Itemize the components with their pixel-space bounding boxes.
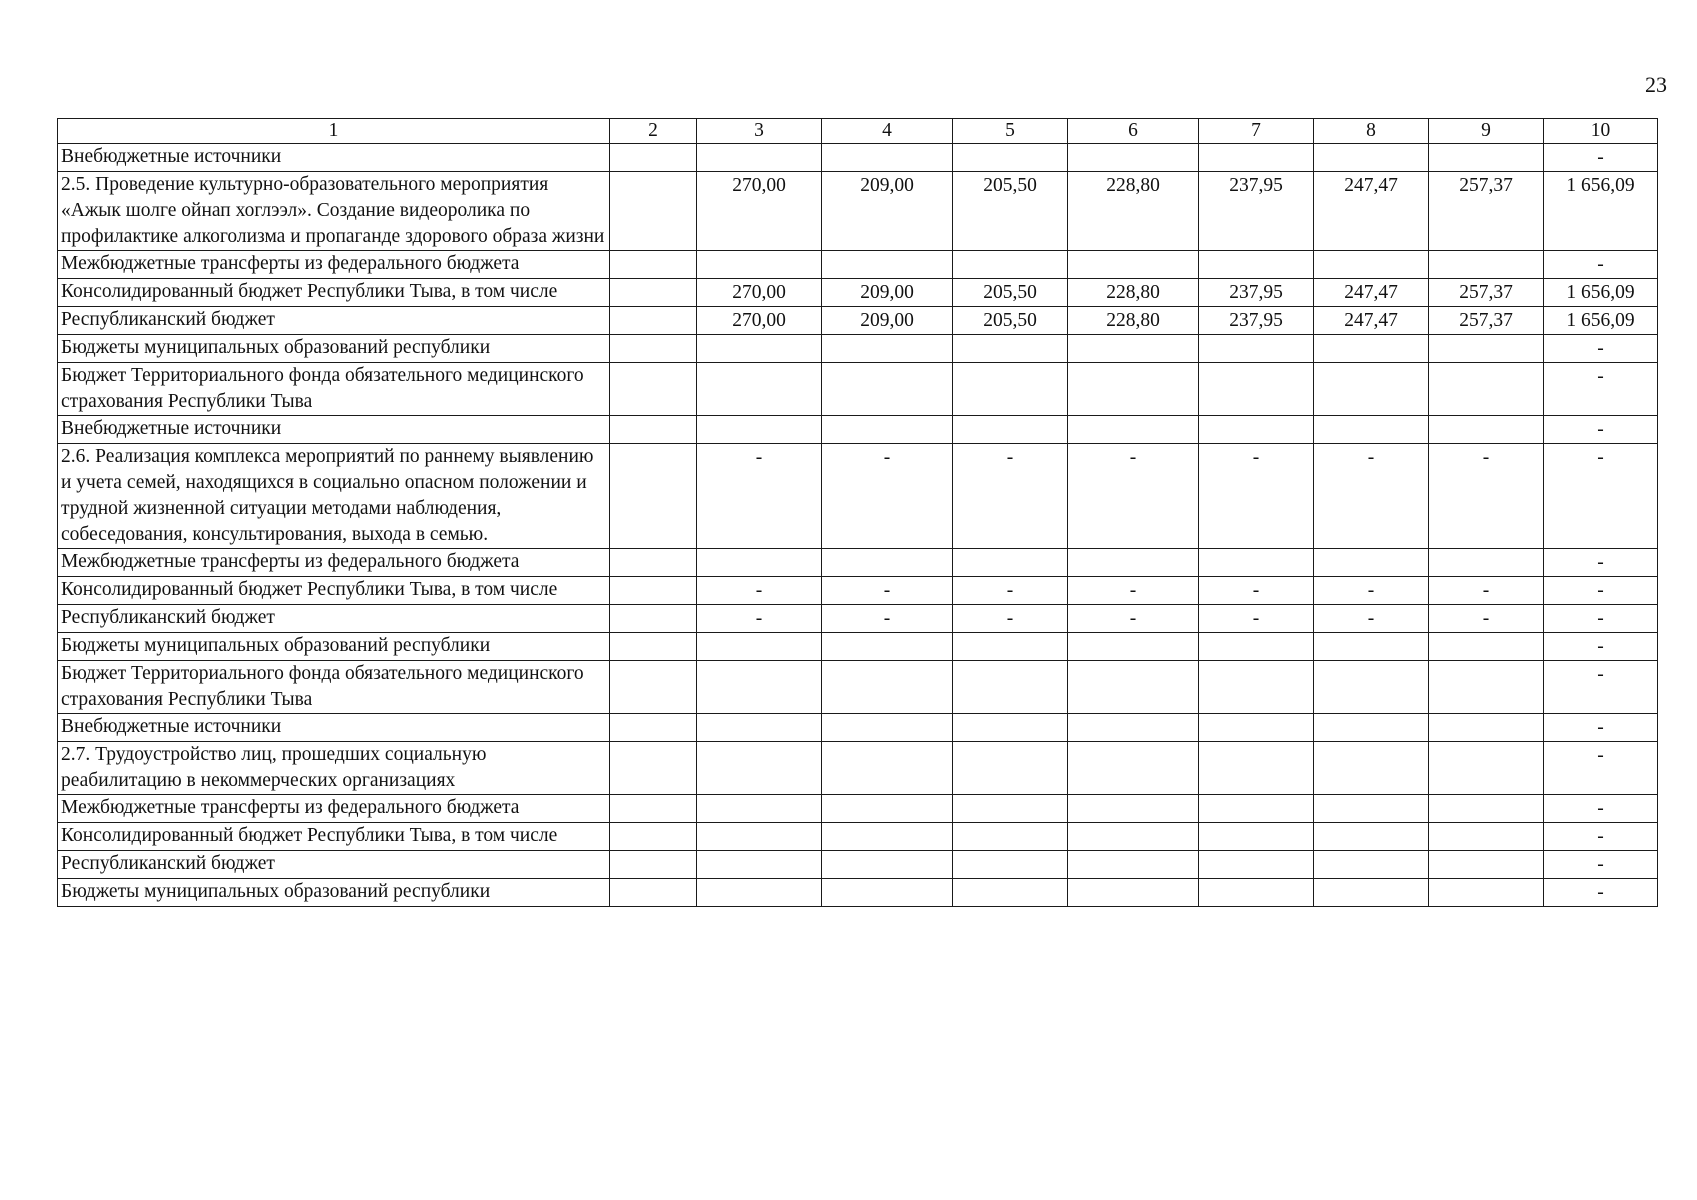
value-cell-col-6 bbox=[1068, 714, 1199, 742]
row-label: 2.7. Трудоустройство лиц, прошедших социальную реабилитацию в некоммерческих организациях bbox=[58, 742, 610, 795]
value-cell-col-2 bbox=[610, 144, 697, 172]
table-row bbox=[58, 742, 1658, 795]
value-cell-col-3: - bbox=[697, 577, 822, 605]
value-cell-col-5 bbox=[953, 335, 1068, 363]
value-cell-col-9 bbox=[1429, 144, 1544, 172]
value-cell-col-8 bbox=[1314, 661, 1429, 714]
value-cell-col-5 bbox=[953, 879, 1068, 907]
value-cell-col-2 bbox=[610, 251, 697, 279]
value-cell-col-5 bbox=[953, 144, 1068, 172]
table-row bbox=[58, 251, 1658, 279]
value-cell-col-4: - bbox=[822, 444, 953, 549]
value-cell-col-4 bbox=[822, 714, 953, 742]
value-cell-col-5 bbox=[953, 851, 1068, 879]
value-cell-col-8: - bbox=[1314, 605, 1429, 633]
value-cell-col-9: 257,37 bbox=[1429, 172, 1544, 251]
value-cell-col-10: - bbox=[1544, 251, 1658, 279]
value-cell-col-6 bbox=[1068, 549, 1199, 577]
value-cell-col-3 bbox=[697, 742, 822, 795]
column-header-8: 8 bbox=[1314, 119, 1429, 144]
value-cell-col-4: 209,00 bbox=[822, 172, 953, 251]
value-cell-col-2 bbox=[610, 795, 697, 823]
value-cell-col-9 bbox=[1429, 879, 1544, 907]
value-cell-col-5: 205,50 bbox=[953, 279, 1068, 307]
table-row bbox=[58, 279, 1658, 307]
column-header-1: 1 bbox=[58, 119, 610, 144]
value-cell-col-4 bbox=[822, 851, 953, 879]
value-cell-col-5 bbox=[953, 633, 1068, 661]
value-cell-col-7: 237,95 bbox=[1199, 172, 1314, 251]
value-cell-col-4 bbox=[822, 335, 953, 363]
value-cell-col-2 bbox=[610, 444, 697, 549]
value-cell-col-7: 237,95 bbox=[1199, 279, 1314, 307]
column-number-row bbox=[58, 119, 1658, 144]
value-cell-col-4 bbox=[822, 416, 953, 444]
value-cell-col-4 bbox=[822, 549, 953, 577]
row-label: Бюджет Территориального фонда обязательного медицинского страхования Республики Тыва bbox=[58, 661, 610, 714]
value-cell-col-6: - bbox=[1068, 605, 1199, 633]
value-cell-col-4 bbox=[822, 633, 953, 661]
value-cell-col-9 bbox=[1429, 549, 1544, 577]
value-cell-col-9 bbox=[1429, 416, 1544, 444]
value-cell-col-6 bbox=[1068, 633, 1199, 661]
value-cell-col-2 bbox=[610, 605, 697, 633]
value-cell-col-3: 270,00 bbox=[697, 172, 822, 251]
value-cell-col-8: - bbox=[1314, 444, 1429, 549]
value-cell-col-7 bbox=[1199, 144, 1314, 172]
value-cell-col-9: 257,37 bbox=[1429, 307, 1544, 335]
value-cell-col-9 bbox=[1429, 661, 1544, 714]
value-cell-col-3 bbox=[697, 144, 822, 172]
value-cell-col-3: - bbox=[697, 444, 822, 549]
value-cell-col-4: - bbox=[822, 605, 953, 633]
value-cell-col-6 bbox=[1068, 144, 1199, 172]
value-cell-col-8 bbox=[1314, 879, 1429, 907]
value-cell-col-7 bbox=[1199, 363, 1314, 416]
value-cell-col-5 bbox=[953, 363, 1068, 416]
value-cell-col-8 bbox=[1314, 851, 1429, 879]
value-cell-col-2 bbox=[610, 714, 697, 742]
row-label: Консолидированный бюджет Республики Тыва, в том числе bbox=[58, 279, 610, 307]
column-header-5: 5 bbox=[953, 119, 1068, 144]
page-number: 23 bbox=[1645, 72, 1667, 97]
value-cell-col-8: - bbox=[1314, 577, 1429, 605]
value-cell-col-9 bbox=[1429, 251, 1544, 279]
value-cell-col-10: - bbox=[1544, 795, 1658, 823]
value-cell-col-2 bbox=[610, 335, 697, 363]
value-cell-col-5 bbox=[953, 661, 1068, 714]
value-cell-col-3 bbox=[697, 363, 822, 416]
value-cell-col-5 bbox=[953, 742, 1068, 795]
value-cell-col-8: 247,47 bbox=[1314, 307, 1429, 335]
value-cell-col-6 bbox=[1068, 661, 1199, 714]
table-row bbox=[58, 605, 1658, 633]
row-label: Консолидированный бюджет Республики Тыва, в том числе bbox=[58, 823, 610, 851]
value-cell-col-3 bbox=[697, 661, 822, 714]
value-cell-col-10: 1 656,09 bbox=[1544, 172, 1658, 251]
value-cell-col-10: - bbox=[1544, 444, 1658, 549]
row-label: Межбюджетные трансферты из федерального бюджета bbox=[58, 549, 610, 577]
table-row bbox=[58, 879, 1658, 907]
table-row bbox=[58, 661, 1658, 714]
table-row bbox=[58, 144, 1658, 172]
table-row bbox=[58, 851, 1658, 879]
value-cell-col-2 bbox=[610, 661, 697, 714]
value-cell-col-5: - bbox=[953, 577, 1068, 605]
value-cell-col-2 bbox=[610, 851, 697, 879]
table-row bbox=[58, 823, 1658, 851]
row-label: Внебюджетные источники bbox=[58, 416, 610, 444]
value-cell-col-6: 228,80 bbox=[1068, 307, 1199, 335]
value-cell-col-5: - bbox=[953, 605, 1068, 633]
value-cell-col-7 bbox=[1199, 851, 1314, 879]
value-cell-col-2 bbox=[610, 549, 697, 577]
value-cell-col-3 bbox=[697, 251, 822, 279]
value-cell-col-6 bbox=[1068, 795, 1199, 823]
value-cell-col-7 bbox=[1199, 335, 1314, 363]
value-cell-col-6 bbox=[1068, 251, 1199, 279]
value-cell-col-3 bbox=[697, 633, 822, 661]
row-label: Республиканский бюджет bbox=[58, 307, 610, 335]
value-cell-col-2 bbox=[610, 633, 697, 661]
value-cell-col-6 bbox=[1068, 823, 1199, 851]
row-label: Внебюджетные источники bbox=[58, 714, 610, 742]
value-cell-col-9 bbox=[1429, 335, 1544, 363]
value-cell-col-2 bbox=[610, 416, 697, 444]
value-cell-col-6 bbox=[1068, 742, 1199, 795]
row-label: Бюджеты муниципальных образований республики bbox=[58, 335, 610, 363]
value-cell-col-10: - bbox=[1544, 633, 1658, 661]
value-cell-col-3 bbox=[697, 416, 822, 444]
value-cell-col-8 bbox=[1314, 795, 1429, 823]
value-cell-col-6: 228,80 bbox=[1068, 172, 1199, 251]
column-header-9: 9 bbox=[1429, 119, 1544, 144]
value-cell-col-7 bbox=[1199, 661, 1314, 714]
value-cell-col-2 bbox=[610, 307, 697, 335]
value-cell-col-4 bbox=[822, 661, 953, 714]
value-cell-col-7: - bbox=[1199, 605, 1314, 633]
row-label: Республиканский бюджет bbox=[58, 851, 610, 879]
value-cell-col-4 bbox=[822, 144, 953, 172]
value-cell-col-8 bbox=[1314, 633, 1429, 661]
value-cell-col-2 bbox=[610, 879, 697, 907]
value-cell-col-4 bbox=[822, 823, 953, 851]
value-cell-col-2 bbox=[610, 279, 697, 307]
value-cell-col-4: 209,00 bbox=[822, 307, 953, 335]
value-cell-col-8 bbox=[1314, 251, 1429, 279]
row-label: 2.5. Проведение культурно-образовательного мероприятия «Ажык шолге ойнап хоглээл». Создание видеоролика по профилактике алкоголизма и пропаганде здорового образа жизни bbox=[58, 172, 610, 251]
value-cell-col-4 bbox=[822, 879, 953, 907]
value-cell-col-5 bbox=[953, 714, 1068, 742]
column-header-6: 6 bbox=[1068, 119, 1199, 144]
value-cell-col-3 bbox=[697, 823, 822, 851]
row-label: 2.6. Реализация комплекса мероприятий по раннему выявлению и учета семей, находящихся в социально опасном положении и трудной жизненной ситуации методами наблюдения, собеседования, консультирования, выхода в семью. bbox=[58, 444, 610, 549]
column-header-10: 10 bbox=[1544, 119, 1658, 144]
value-cell-col-6 bbox=[1068, 879, 1199, 907]
value-cell-col-9 bbox=[1429, 742, 1544, 795]
table-row bbox=[58, 416, 1658, 444]
table-row bbox=[58, 307, 1658, 335]
value-cell-col-9 bbox=[1429, 851, 1544, 879]
value-cell-col-2 bbox=[610, 577, 697, 605]
table-row bbox=[58, 714, 1658, 742]
table-row bbox=[58, 795, 1658, 823]
value-cell-col-8 bbox=[1314, 714, 1429, 742]
value-cell-col-5 bbox=[953, 251, 1068, 279]
value-cell-col-8 bbox=[1314, 823, 1429, 851]
table-row bbox=[58, 444, 1658, 549]
value-cell-col-10: 1 656,09 bbox=[1544, 307, 1658, 335]
value-cell-col-3 bbox=[697, 549, 822, 577]
row-label: Республиканский бюджет bbox=[58, 605, 610, 633]
value-cell-col-3 bbox=[697, 851, 822, 879]
value-cell-col-7 bbox=[1199, 742, 1314, 795]
value-cell-col-10: - bbox=[1544, 879, 1658, 907]
value-cell-col-5: 205,50 bbox=[953, 172, 1068, 251]
value-cell-col-9 bbox=[1429, 795, 1544, 823]
value-cell-col-4 bbox=[822, 251, 953, 279]
row-label: Бюджет Территориального фонда обязательного медицинского страхования Республики Тыва bbox=[58, 363, 610, 416]
value-cell-col-10: - bbox=[1544, 823, 1658, 851]
value-cell-col-7 bbox=[1199, 879, 1314, 907]
value-cell-col-5 bbox=[953, 549, 1068, 577]
value-cell-col-9: 257,37 bbox=[1429, 279, 1544, 307]
row-label: Бюджеты муниципальных образований республики bbox=[58, 879, 610, 907]
value-cell-col-10: - bbox=[1544, 605, 1658, 633]
value-cell-col-3: 270,00 bbox=[697, 307, 822, 335]
value-cell-col-8 bbox=[1314, 416, 1429, 444]
value-cell-col-8 bbox=[1314, 144, 1429, 172]
value-cell-col-10: - bbox=[1544, 577, 1658, 605]
value-cell-col-5 bbox=[953, 416, 1068, 444]
value-cell-col-9: - bbox=[1429, 605, 1544, 633]
value-cell-col-2 bbox=[610, 823, 697, 851]
value-cell-col-3 bbox=[697, 714, 822, 742]
value-cell-col-6: 228,80 bbox=[1068, 279, 1199, 307]
table-row bbox=[58, 172, 1658, 251]
budget-table bbox=[57, 118, 1658, 907]
value-cell-col-6: - bbox=[1068, 444, 1199, 549]
value-cell-col-7 bbox=[1199, 795, 1314, 823]
value-cell-col-9 bbox=[1429, 714, 1544, 742]
value-cell-col-2 bbox=[610, 172, 697, 251]
value-cell-col-5: 205,50 bbox=[953, 307, 1068, 335]
value-cell-col-6 bbox=[1068, 416, 1199, 444]
value-cell-col-8 bbox=[1314, 742, 1429, 795]
value-cell-col-3: - bbox=[697, 605, 822, 633]
column-header-7: 7 bbox=[1199, 119, 1314, 144]
value-cell-col-5 bbox=[953, 795, 1068, 823]
value-cell-col-10: - bbox=[1544, 661, 1658, 714]
value-cell-col-9: - bbox=[1429, 444, 1544, 549]
value-cell-col-7: - bbox=[1199, 577, 1314, 605]
value-cell-col-9 bbox=[1429, 823, 1544, 851]
value-cell-col-10: - bbox=[1544, 144, 1658, 172]
column-header-2: 2 bbox=[610, 119, 697, 144]
value-cell-col-9 bbox=[1429, 363, 1544, 416]
row-label: Консолидированный бюджет Республики Тыва, в том числе bbox=[58, 577, 610, 605]
value-cell-col-4 bbox=[822, 795, 953, 823]
value-cell-col-5 bbox=[953, 823, 1068, 851]
value-cell-col-3 bbox=[697, 795, 822, 823]
table-body bbox=[58, 119, 1658, 907]
value-cell-col-7: - bbox=[1199, 444, 1314, 549]
value-cell-col-4: 209,00 bbox=[822, 279, 953, 307]
value-cell-col-2 bbox=[610, 742, 697, 795]
value-cell-col-7: 237,95 bbox=[1199, 307, 1314, 335]
value-cell-col-6 bbox=[1068, 363, 1199, 416]
table-row bbox=[58, 363, 1658, 416]
value-cell-col-10: - bbox=[1544, 363, 1658, 416]
table-row bbox=[58, 577, 1658, 605]
value-cell-col-3: 270,00 bbox=[697, 279, 822, 307]
value-cell-col-9 bbox=[1429, 633, 1544, 661]
value-cell-col-8 bbox=[1314, 335, 1429, 363]
value-cell-col-4: - bbox=[822, 577, 953, 605]
table-row bbox=[58, 633, 1658, 661]
value-cell-col-4 bbox=[822, 742, 953, 795]
value-cell-col-5: - bbox=[953, 444, 1068, 549]
row-label: Бюджеты муниципальных образований республики bbox=[58, 633, 610, 661]
value-cell-col-10: 1 656,09 bbox=[1544, 279, 1658, 307]
value-cell-col-10: - bbox=[1544, 335, 1658, 363]
value-cell-col-7 bbox=[1199, 714, 1314, 742]
column-header-4: 4 bbox=[822, 119, 953, 144]
table-row bbox=[58, 335, 1658, 363]
value-cell-col-9: - bbox=[1429, 577, 1544, 605]
value-cell-col-10: - bbox=[1544, 416, 1658, 444]
value-cell-col-7 bbox=[1199, 251, 1314, 279]
value-cell-col-6 bbox=[1068, 335, 1199, 363]
value-cell-col-7 bbox=[1199, 633, 1314, 661]
value-cell-col-8: 247,47 bbox=[1314, 172, 1429, 251]
row-label: Межбюджетные трансферты из федерального бюджета bbox=[58, 251, 610, 279]
column-header-3: 3 bbox=[697, 119, 822, 144]
row-label: Внебюджетные источники bbox=[58, 144, 610, 172]
value-cell-col-10: - bbox=[1544, 549, 1658, 577]
value-cell-col-3 bbox=[697, 335, 822, 363]
value-cell-col-10: - bbox=[1544, 851, 1658, 879]
row-label: Межбюджетные трансферты из федерального бюджета bbox=[58, 795, 610, 823]
value-cell-col-10: - bbox=[1544, 742, 1658, 795]
value-cell-col-7 bbox=[1199, 416, 1314, 444]
value-cell-col-2 bbox=[610, 363, 697, 416]
value-cell-col-7 bbox=[1199, 549, 1314, 577]
table-row bbox=[58, 549, 1658, 577]
value-cell-col-6 bbox=[1068, 851, 1199, 879]
value-cell-col-3 bbox=[697, 879, 822, 907]
value-cell-col-8: 247,47 bbox=[1314, 279, 1429, 307]
value-cell-col-4 bbox=[822, 363, 953, 416]
value-cell-col-8 bbox=[1314, 363, 1429, 416]
value-cell-col-7 bbox=[1199, 823, 1314, 851]
value-cell-col-10: - bbox=[1544, 714, 1658, 742]
value-cell-col-6: - bbox=[1068, 577, 1199, 605]
value-cell-col-8 bbox=[1314, 549, 1429, 577]
